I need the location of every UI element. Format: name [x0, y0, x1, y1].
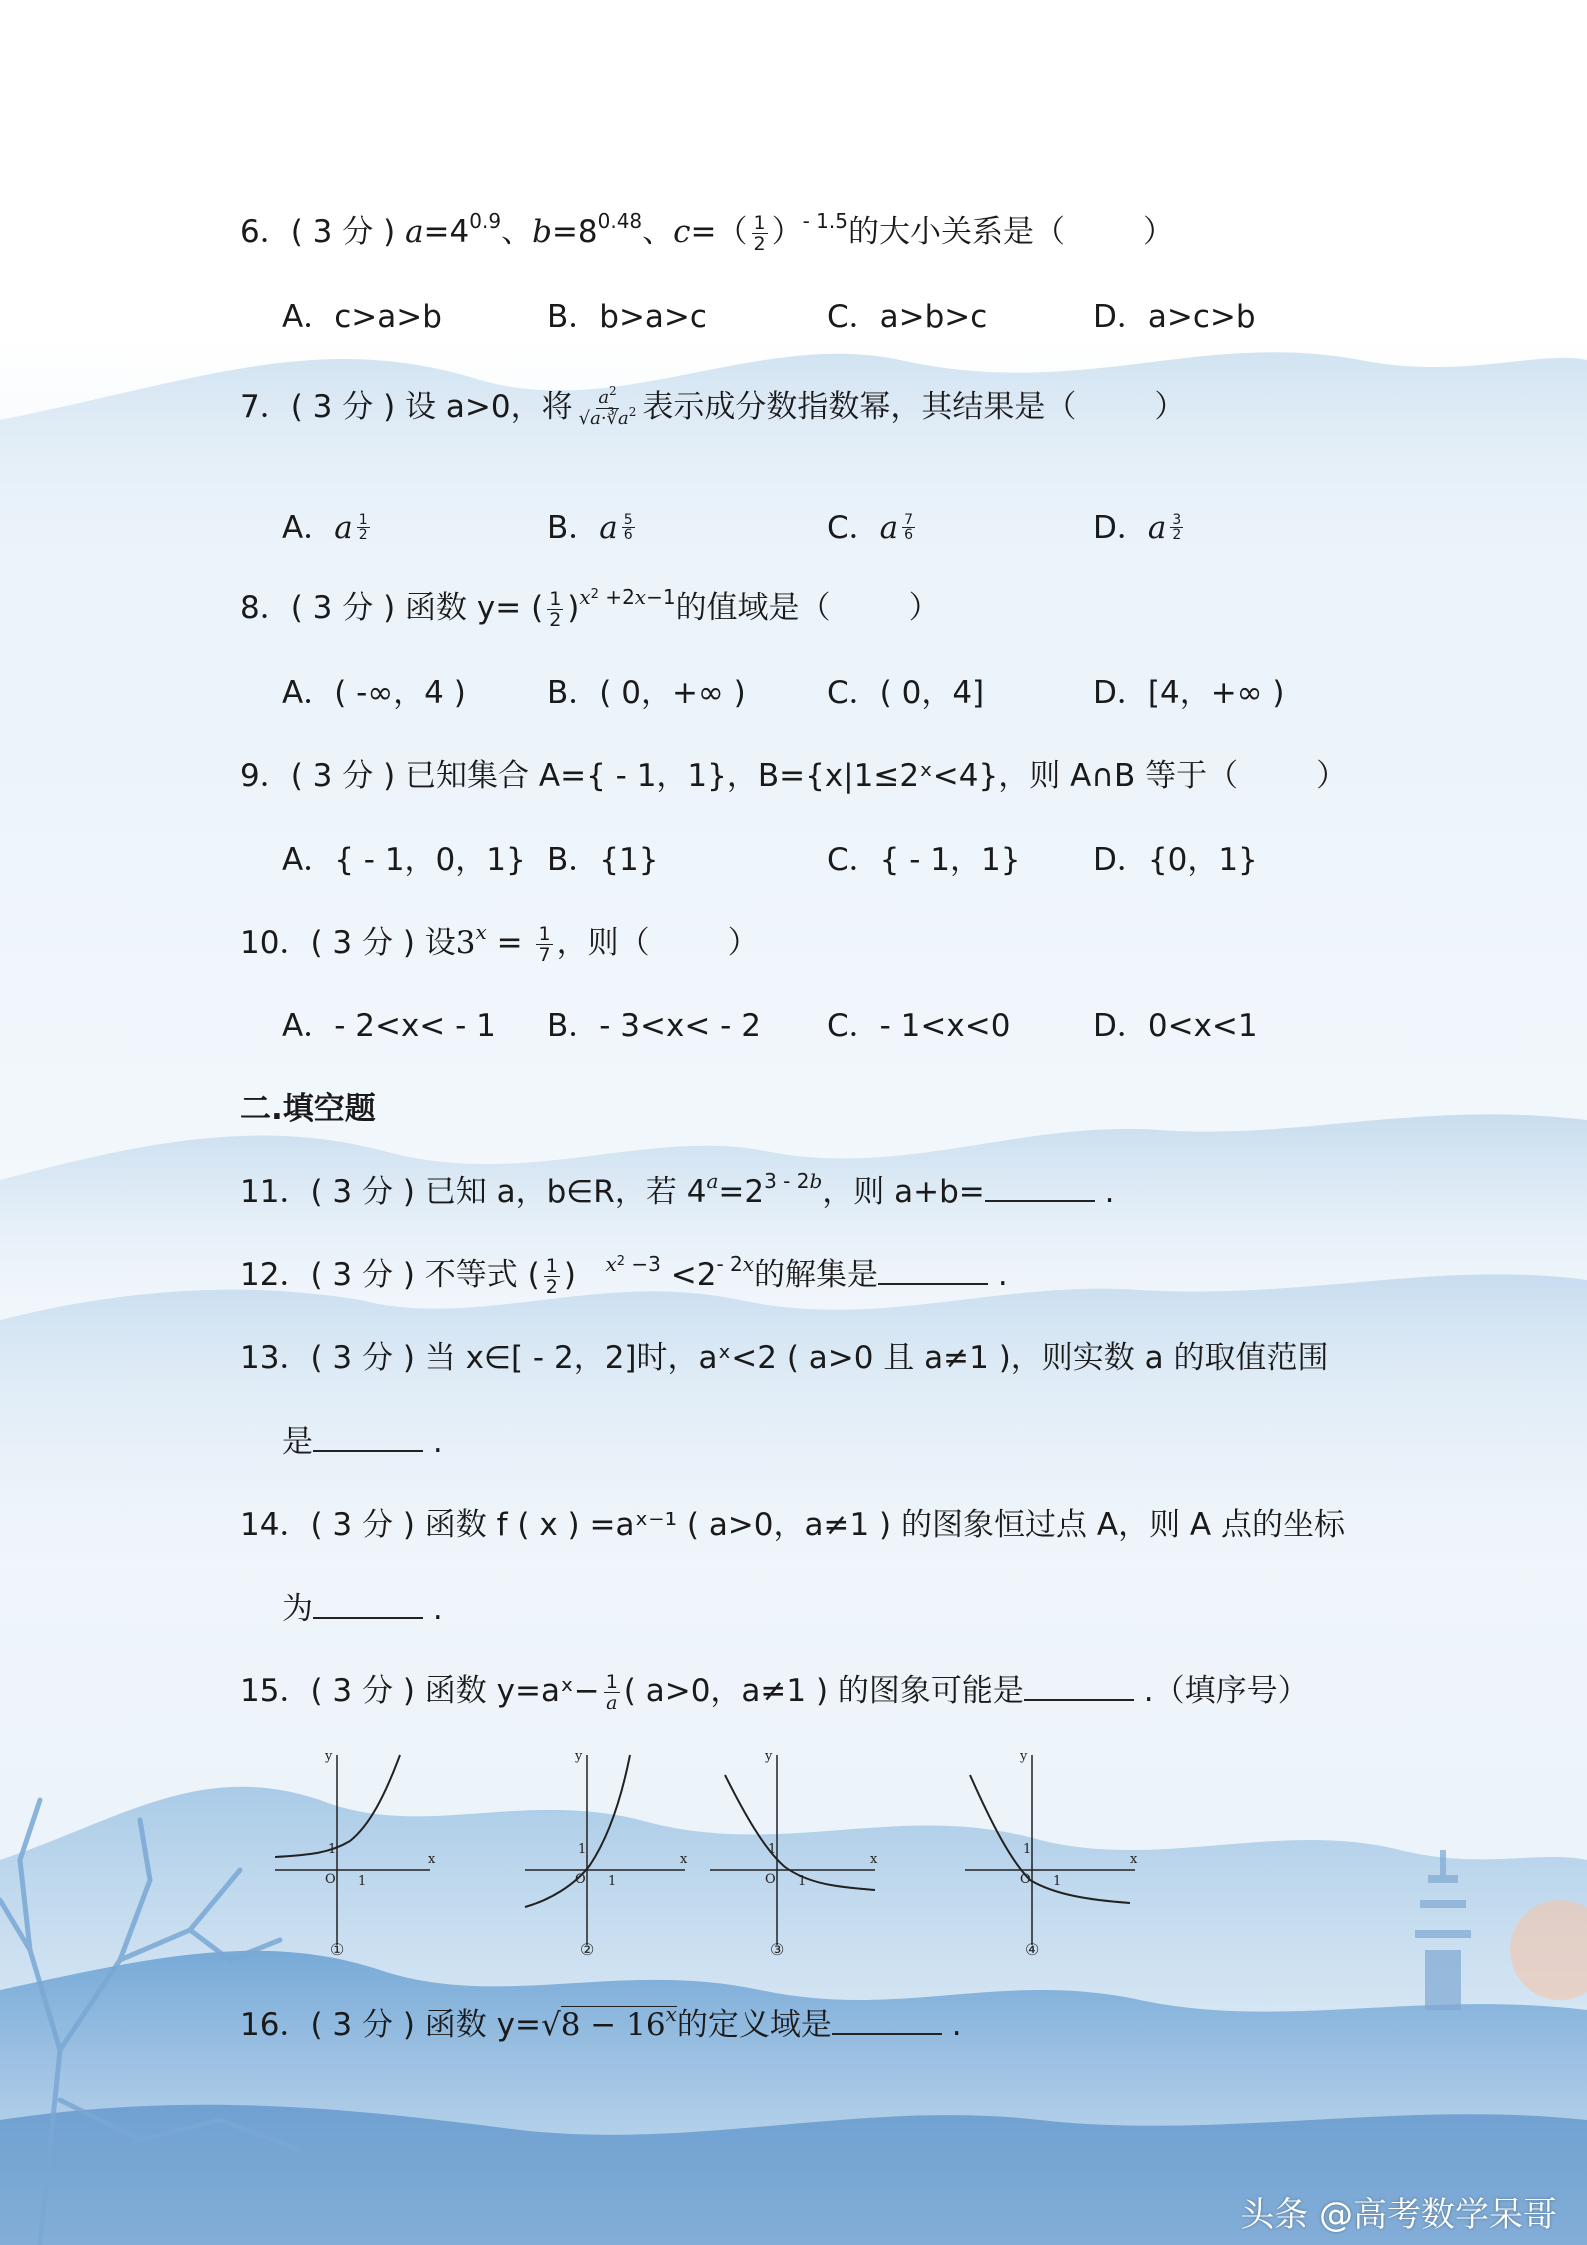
question-14: 14．( 3 分 ) 函数 f ( x ) =aˣ⁻¹ ( a>0，a≠1 ) 的图象恒过点 A，则 A 点的坐标: [240, 1507, 1345, 1543]
q12-answer-blank[interactable]: [878, 1257, 988, 1285]
graph-1-label: ①: [330, 1940, 345, 1959]
graph-4-y: y: [1020, 1749, 1028, 1764]
q10-option-c: C．- 1<x<0: [827, 1008, 1011, 1044]
graph-1-tick-y: 1: [328, 1842, 337, 1857]
q6-option-d: D．a>c>b: [1093, 299, 1256, 335]
graph-2: [525, 1749, 688, 1959]
q6-fraction: $\frac{1}{2}$: [753, 212, 766, 255]
section-heading-fill-in: 二.填空题: [240, 1091, 376, 1127]
q10-option-d: D．0<x<1: [1093, 1008, 1258, 1044]
graph-3-origin: O: [765, 1872, 776, 1887]
q7-option-b: B．a $\frac{5}{6}$: [547, 510, 633, 546]
q7-suffix: 表示成分数指数幂，其结果是（: [642, 389, 1077, 425]
q7-option-a: A．a $\frac{1}{2}$: [282, 510, 368, 546]
q7-option-c: C．a $\frac{7}{6}$: [827, 510, 914, 546]
graph-4-label: ④: [1025, 1940, 1040, 1959]
q9-stem: 9．( 3 分 ) 已知集合 A={ - 1，1}，B={x|1≤2ˣ<4}，则 A∩B 等于（: [240, 758, 1239, 794]
q15-answer-blank[interactable]: [1024, 1673, 1134, 1701]
question-12: 12．( 3 分 ) 不等式 ( $\frac{1}{2}$ ) $^{x^2 -3} <2^{- 2x}$的解集是 .: [240, 1252, 1008, 1298]
question-16: 16．( 3 分 ) 函数 $y=√8 - 16^x$的定义域是 .: [240, 2002, 962, 2043]
q8-option-a: A．( -∞，4 ): [282, 675, 466, 711]
q15-graphs: [270, 1745, 1150, 1965]
graph-4: [965, 1749, 1138, 1959]
q6-option-c: C．a>b>c: [827, 299, 988, 335]
q6-option-b: B．b>a>c: [547, 299, 707, 335]
q6-prefix: 6．( 3 分 ): [240, 214, 396, 250]
q8-suffix: 的值域是（: [675, 590, 831, 626]
question-15: 15．( 3 分 ) 函数 y=aˣ− $\frac{1}{a}$ ( a>0，a≠1 ) 的图象可能是 .（填序号）: [240, 1671, 1309, 1714]
graph-3-y: y: [765, 1749, 773, 1764]
question-13-cont: 是 .: [282, 1424, 443, 1460]
graph-2-origin: O: [575, 1872, 586, 1887]
question-10: 10．( 3 分 ) 设$3^x$ = $\frac{1}{7}$ ，则（ ）: [240, 920, 759, 966]
question-7: 7．( 3 分 ) 设 a>0，将 $\frac{a^2}{√a\cdot∛a^2}$ 表示成分数指数幂，其结果是（ ）: [240, 384, 1186, 429]
question-11: 11．( 3 分 ) 已知 a，b∈R，若 $4^a=2^{3 - 2b}$，则 a+b= .: [240, 1169, 1115, 1210]
q11-answer-blank[interactable]: [985, 1174, 1095, 1202]
q6-suffix: 的大小关系是（: [848, 214, 1065, 250]
q10-suffix: ，则（: [556, 925, 650, 961]
graph-2-tick-x: 1: [608, 1874, 617, 1889]
graph-1: [275, 1749, 436, 1959]
question-14-cont: 为 .: [282, 1591, 443, 1627]
graph-3: [710, 1749, 878, 1959]
q10-prefix: 10．( 3 分 ) 设: [240, 925, 456, 961]
graph-4-origin: O: [1020, 1872, 1031, 1887]
graph-3-x: x: [870, 1852, 878, 1867]
q16-answer-blank[interactable]: [832, 2007, 942, 2035]
question-13: 13．( 3 分 ) 当 x∈[ - 2，2]时，aˣ<2 ( a>0 且 a≠1 )，则实数 a 的取值范围: [240, 1340, 1329, 1376]
q7-prefix: 7．( 3 分 ) 设 a>0，将: [240, 389, 573, 425]
graph-4-tick-y: 1: [1023, 1842, 1032, 1857]
q8-option-b: B．( 0，+∞ ): [547, 675, 746, 711]
graph-2-tick-y: 1: [578, 1842, 587, 1857]
q13-answer-blank[interactable]: [313, 1424, 423, 1452]
graph-4-x: x: [1130, 1852, 1138, 1867]
q7-option-d: D．a $\frac{3}{2}$: [1093, 510, 1182, 546]
graph-2-y: y: [575, 1749, 583, 1764]
graph-4-tick-x: 1: [1053, 1874, 1062, 1889]
q14-answer-blank[interactable]: [313, 1591, 423, 1619]
q9-option-a: A．{ - 1，0，1}: [282, 842, 526, 878]
q9-option-c: C．{ - 1，1}: [827, 842, 1021, 878]
question-9: 9．( 3 分 ) 已知集合 A={ - 1，1}，B={x|1≤2ˣ<4}，则 A∩B 等于（ ）: [240, 758, 1348, 794]
watermark: 头条 @高考数学呆哥: [1240, 2195, 1557, 2235]
graph-1-y: y: [325, 1749, 333, 1764]
q6-option-a: A．c>a>b: [282, 299, 442, 335]
q9-option-d: D．{0，1}: [1093, 842, 1258, 878]
q10-option-a: A．- 2<x< - 1: [282, 1008, 496, 1044]
graph-2-label: ②: [580, 1940, 595, 1959]
graph-1-x: x: [428, 1852, 436, 1867]
graph-3-tick-x: 1: [798, 1874, 807, 1889]
q8-option-c: C．( 0，4]: [827, 675, 985, 711]
q9-option-b: B．{1}: [547, 842, 659, 878]
question-6: 6．( 3 分 ) $a=4^{0.9}$、$b=8^{0.48}$、c=（ $\frac{1}{2}$ ）$^{- 1.5}$的大小关系是（ ）: [240, 209, 1174, 255]
graph-1-origin: O: [325, 1872, 336, 1887]
q8-prefix: 8．( 3 分 ) 函数 y= (: [240, 590, 544, 626]
graph-3-label: ③: [770, 1940, 785, 1959]
question-8: 8．( 3 分 ) 函数 y= ( $\frac{1}{2}$ )$^{x^2 +2x-1}$的值域是（ ）: [240, 585, 940, 631]
q8-option-d: D．[4，+∞ ): [1093, 675, 1285, 711]
graph-1-tick-x: 1: [358, 1874, 367, 1889]
q16-sqrt-expression: $√8 - 16^x$: [540, 2002, 677, 2043]
q10-option-b: B．- 3<x< - 2: [547, 1008, 761, 1044]
q7-expression: $\frac{a^2}{√a\cdot∛a^2}$: [578, 384, 637, 429]
graph-2-x: x: [680, 1852, 688, 1867]
graph-3-tick-y: 1: [768, 1842, 777, 1857]
